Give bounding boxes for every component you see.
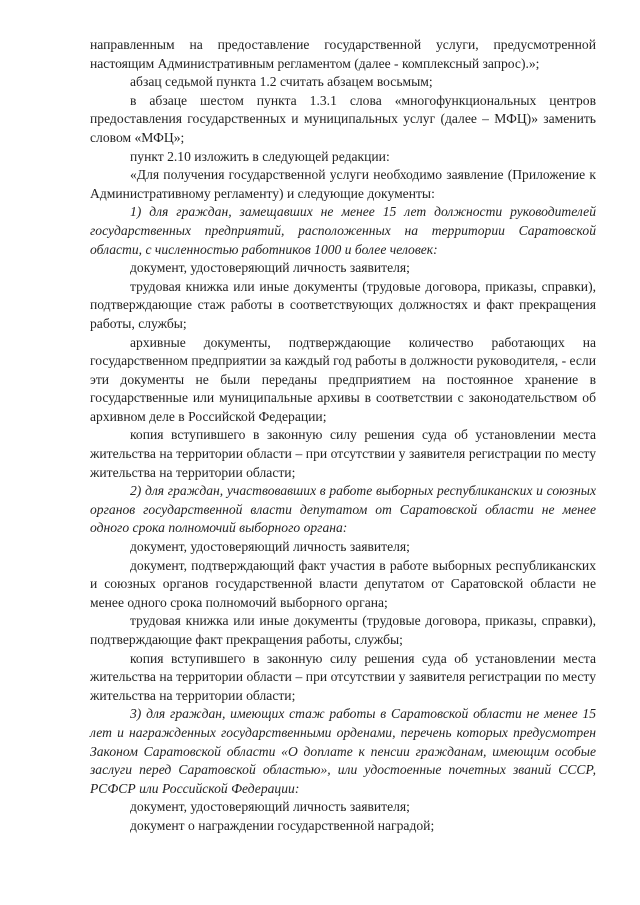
paragraph-9: архивные документы, подтверждающие количество работающих на государственном предприятии за каждый год работы в должности руководителя, - если эти документы не были переданы предприятием на постоянное хранение в государственные или муниципальные архивы в соответствии с законодательством об архивном деле в Российской Федерации; <box>90 334 596 424</box>
paragraph-4: пункт 2.10 изложить в следующей редакции: <box>130 148 390 164</box>
paragraph-13: документ, подтверждающий факт участия в работе выборных республиканских и союзных органов государственной власти депутатом от Саратовской области не менее одного срока полномочий выборного органа; <box>90 557 596 610</box>
paragraph-7: документ, удостоверяющий личность заявителя; <box>130 260 410 276</box>
paragraph-17: документ, удостоверяющий личность заявителя; <box>130 799 410 815</box>
paragraph-10: копия вступившего в законную силу решения суда об установлении места жительства на территории области – при отсутствии у заявителя регистрации по месту жительства на территории области; <box>90 427 596 480</box>
heading-item-1: 1) для граждан, замещавших не менее 15 лет должности руководителей государственных предприятий, расположенных на территории Саратовской области, с численностью работников 1000 и более человек: <box>90 204 596 257</box>
paragraph-8: трудовая книжка или иные документы (трудовые договора, приказы, справки), подтверждающие стаж работы в соответствующих должностях и факт прекращения работы, службы; <box>90 278 596 331</box>
paragraph-2: абзац седьмой пункта 1.2 считать абзацем восьмым; <box>130 74 433 90</box>
paragraph-15: копия вступившего в законную силу решения суда об установлении места жительства на территории области – при отсутствии у заявителя регистрации по месту жительства на территории области; <box>90 650 596 703</box>
heading-item-3: 3) для граждан, имеющих стаж работы в Саратовской области не менее 15 лет и награжденных государственными орденами, перечень которых предусмотрен Законом Саратовской области «О доплате к пенсии гражданам, имеющим особые заслуги перед Саратовской областью», или удостоенные почетных званий СССР, РСФСР или Российской Федерации: <box>90 706 596 796</box>
paragraph-5: «Для получения государственной услуги необходимо заявление (Приложение к Административному регламенту) и следующие документы: <box>90 167 596 201</box>
paragraph-12: документ, удостоверяющий личность заявителя; <box>130 539 410 555</box>
paragraph-18: документ о награждении государственной наградой; <box>130 817 435 833</box>
heading-item-2: 2) для граждан, участвовавших в работе выборных республиканских и союзных органов государственной власти депутатом от Саратовской области не менее одного срока полномочий выборного органа: <box>90 483 596 536</box>
paragraph-1: направленным на предоставление государственной услуги, предусмотренной настоящим Административным регламентом (далее - комплексный запрос).»; <box>90 37 596 71</box>
paragraph-3: в абзаце шестом пункта 1.3.1 слова «многофункциональных центров предоставления государственных и муниципальных услуг (далее – МФЦ)» заменить словом «МФЦ»; <box>90 92 596 145</box>
paragraph-14: трудовая книжка или иные документы (трудовые договора, приказы, справки), подтверждающие факт прекращения работы, службы; <box>90 613 596 647</box>
document-page <box>90 36 596 836</box>
